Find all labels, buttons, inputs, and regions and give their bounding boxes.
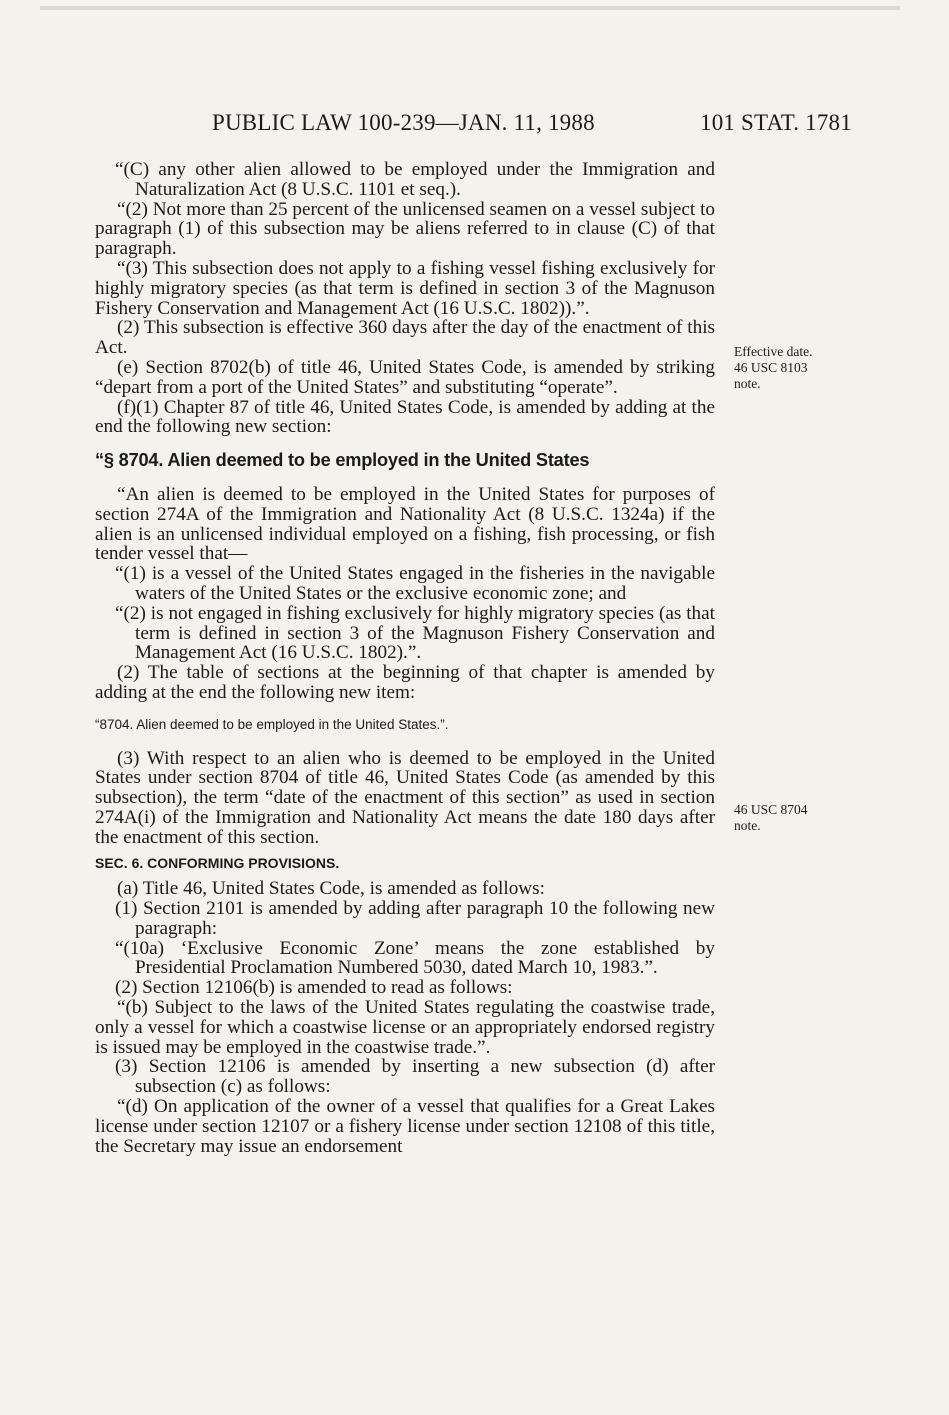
body-text	[95, 160, 715, 1156]
paragraph: “(10a) ‘Exclusive Economic Zone’ means the zone established by Presidential Proclamation Numbered 5030, dated March 10, 1983.”.	[115, 937, 715, 979]
paragraph: (a) Title 46, United States Code, is amended as follows:	[117, 878, 545, 900]
paragraph: (f)(1) Chapter 87 of title 46, United States Code, is amended by adding at the end the following new section:	[95, 396, 715, 438]
paragraph: (2) The table of sections at the beginning of that chapter is amended by adding at the end the following new item:	[95, 662, 715, 703]
paragraph: (3) With respect to an alien who is deemed to be employed in the United States under section 8704 of title 46, United States Code (as amended by this subsection), the term “date of the enactment of this section” as used in section 274A(i) of the Immigration and Nationality Act means the date 180 days after the enactment of this section.	[95, 747, 715, 848]
paragraph: “(3) This subsection does not apply to a fishing vessel fishing exclusively for highly migratory species (as that term is defined in section 3 of the Magnuson Fishery Conservation and Management Act (16 U.S.C. 1802)).”.	[95, 257, 715, 319]
table-of-sections-item: “8704. Alien deemed to be employed in the United States.”.	[95, 716, 449, 732]
paragraph: “(2) is not engaged in fishing exclusively for highly migratory species (as that term is defined in section 3 of the Magnuson Fishery Conservation and Management Act (16 U.S.C. 1802).”.	[115, 602, 715, 664]
margin-note-46-usc-8704: 46 USC 8704 note.	[734, 802, 808, 833]
paragraph: (1) Section 2101 is amended by adding after paragraph 10 the following new paragraph:	[115, 898, 715, 939]
section-heading-sec-6: SEC. 6. CONFORMING PROVISIONS.	[95, 854, 340, 871]
paragraph: (2) Section 12106(b) is amended to read as follows:	[115, 977, 513, 999]
margin-note-effective-date: Effective date. 46 USC 8103 note.	[734, 344, 813, 391]
paragraph: “(1) is a vessel of the United States engaged in the fisheries in the navigable waters of the United States or the exclusive economic zone; and	[115, 563, 715, 604]
paragraph: “(2) Not more than 25 percent of the unlicensed seamen on a vessel subject to paragraph (1) of this subsection may be aliens referred to in clause (C) of that paragraph.	[95, 198, 715, 260]
paragraph: “(d) On application of the owner of a vessel that qualifies for a Great Lakes license under section 12107 or a fishery license under section 12108 of this title, the Secretary may issue an endorsement	[95, 1096, 715, 1157]
running-header-title: PUBLIC LAW 100-239—JAN. 11, 1988	[212, 110, 595, 135]
paragraph: (e) Section 8702(b) of title 46, United States Code, is amended by striking “depart from a port of the United States” and substituting “operate”.	[95, 356, 715, 398]
paragraph: “An alien is deemed to be employed in the United States for purposes of section 274A of the Immigration and Nationality Act (8 U.S.C. 1324a) if the alien is an unlicensed individual employed on a fishing, fish processing, or fish tender vessel that—	[95, 483, 715, 565]
scan-edge	[40, 6, 900, 10]
paragraph: (3) Section 12106 is amended by inserting a new subsection (d) after subsection (c) as follows:	[115, 1056, 715, 1098]
paragraph: “(b) Subject to the laws of the United States regulating the coastwise trade, only a vessel for which a coastwise license or an appropriately endorsed registry is issued may be employed in the coastwise trade.”.	[95, 997, 715, 1058]
running-header-page: 101 STAT. 1781	[700, 110, 852, 135]
paragraph: (2) This subsection is effective 360 days after the day of the enactment of this Act.	[95, 317, 715, 359]
paragraph: “(C) any other alien allowed to be employed under the Immigration and Naturalization Act (8 U.S.C. 1101 et seq.).	[115, 159, 715, 200]
section-heading-8704: “§ 8704. Alien deemed to be employed in the United States	[95, 450, 590, 471]
